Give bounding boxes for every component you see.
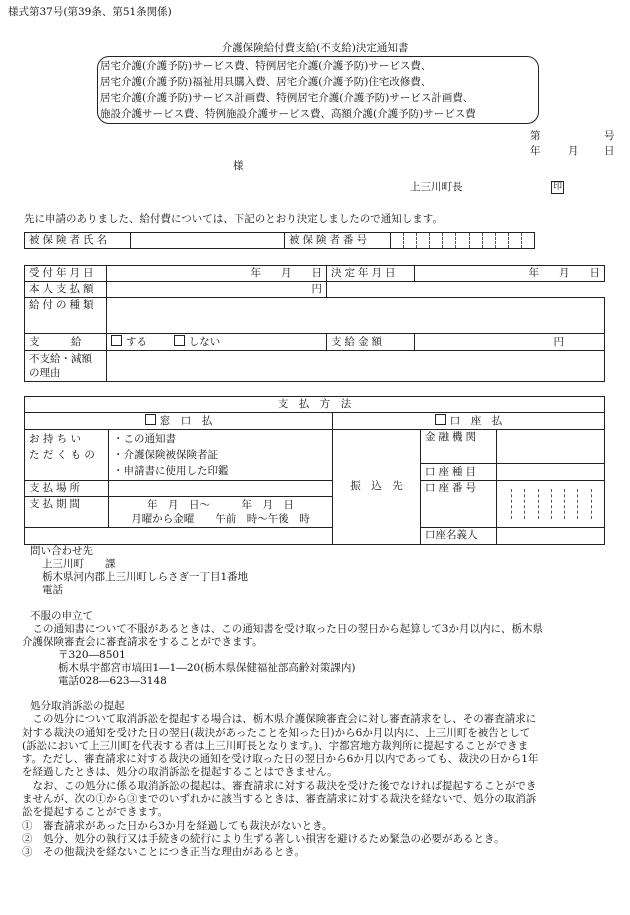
received-date-field[interactable] [107,266,327,282]
checkbox-account-pay[interactable] [435,414,446,425]
date-tsuki: 月 [568,145,579,157]
mayor-title: 上三川町長 [410,181,463,193]
lawsuit-text: ませんが、次の①から③までのいずれかに該当するときは、審査請求に対する裁決を経ないで、処分の取消訴 [22,793,537,806]
bring-label-line2: た だ く も の [29,449,95,462]
decided-hi: 日 [589,267,600,279]
self-pay-label: 本人支払額 [25,282,107,298]
subtitle-line: 居宅介護(介護予防)サービス計画費、特例居宅介護(介護予防)サービス計画費、 [100,92,474,104]
lawsuit-condition: ③ その他裁決を経ないことにつき正当な理由があるとき。 [22,846,305,859]
reason-field[interactable] [107,351,605,382]
window-pay-label: 窓 口 払 [159,415,213,428]
account-holder-field[interactable] [497,528,605,544]
decided-date-label: 決定年月日 [327,266,415,282]
amount-yen: 円 [553,335,564,348]
bring-item: ・この通知書 [113,433,176,446]
payment-decision-field [107,334,327,351]
bring-items-list [109,430,333,481]
account-pay-option [333,413,605,430]
date-nen: 年 [530,145,541,157]
subtitle-line: 居宅介護(介護予防)福祉用具購入費、居宅介護(介護予防)住宅改修費、 [100,76,432,88]
appeal-text: この通知書について不服があるときは、この通知書を受け取った日の翌日から起算して3か月以内に、栃木県 [22,623,543,635]
amount-label: 支給金額 [327,334,415,351]
lawsuit-text: 訟を提起することができます。 [22,806,169,819]
account-number-label: 口座番号 [421,481,497,528]
blank-cell [327,282,605,298]
contact-address: 栃木県河内郡上三川町しらさぎ一丁目1番地 [42,571,249,583]
option-yes-label: する [126,336,147,349]
form-number: 様式第37号(第39条、第51条関係) [8,6,172,18]
reason-label [25,351,107,382]
appeal-postcode: 〒320―8501 [58,649,126,661]
account-number-field[interactable] [497,481,605,528]
received-hi: 日 [311,267,322,279]
bring-label-line1: お 持 ち い [29,433,82,446]
insured-number-field[interactable] [391,233,535,249]
checkbox-no[interactable] [174,335,185,346]
appeal-heading: 不服の申立て [30,610,93,622]
insured-name-label: 被保険者氏名 [25,233,131,249]
bank-label: 金融機関 [421,430,497,464]
period-hours: 月曜から金曜 午前 時～午後 時 [131,513,310,526]
insured-number-label: 被保険者番号 [285,233,391,249]
appeal-text: 介護保険審査会に審査請求をすることができます。 [22,636,263,648]
contact-section [30,545,248,597]
doc-number-gou: 号 [604,130,615,142]
decision-table [24,265,605,382]
window-pay-option [25,413,333,430]
subtitle-block [100,58,534,122]
received-date-label: 受付年月日 [25,266,107,282]
received-tsuki: 月 [280,267,292,279]
subtitle-line: 居宅介護(介護予防)サービス費、特例居宅介護(介護予防)サービス費、 [100,60,432,72]
benefit-type-field[interactable] [107,298,605,334]
insured-name-field[interactable] [131,233,285,249]
intro-text: 先に申請のありました、給付費については、下記のとおり決定しましたので通知します。 [24,213,443,225]
reason-label-line1: 不支給・減額 [29,353,92,366]
bring-items-label [25,430,109,481]
appeal-phone: 電話028―623―3148 [58,675,167,687]
reason-label-line2: の理由 [29,367,61,380]
appeal-section [22,610,543,688]
bring-item: ・申請書に使用した印鑑 [113,465,229,478]
payment-decision-label: 支 給 [25,334,107,351]
payment-method-table [24,396,605,545]
lawsuit-text: す。ただし、審査請求に対する裁決の通知を受け取った日の翌日から6か月以内であっても、裁決の日から1年 [22,753,539,766]
lawsuit-text: この処分について取消訴訟を提起する場合は、栃木県介護保険審査会に対し審査請求をし、その審査請求に [22,713,537,726]
account-type-label: 口座種目 [421,464,497,481]
insured-table [24,232,535,249]
addressee-sama: 様 [233,160,244,172]
lawsuit-text: なお、この処分に係る取消訴訟の提起は、審査請求に対する裁決を受けた後でなければ提起することができ [22,779,537,792]
self-pay-field[interactable] [107,282,327,298]
seal-mark: 印 [552,182,562,192]
decided-date-field[interactable] [415,266,605,282]
account-pay-label: 口 座 払 [449,415,503,428]
lawsuit-condition: ① 審査請求があった日から3か月を経過しても裁決がないとき。 [22,819,333,832]
decided-nen: 年 [528,267,539,279]
received-nen: 年 [250,267,261,279]
account-type-field[interactable] [497,464,605,481]
checkbox-window-pay[interactable] [145,414,156,425]
amount-field[interactable] [415,334,605,351]
period-dates: 年 月 日～ 年 月 日 [147,499,294,512]
lawsuit-text: を経過したときは、処分の取消訴訟を提起することはできません。 [22,766,338,779]
transfer-destination-label: 振 込 先 [333,430,421,544]
contact-phone: 電話 [42,584,63,596]
bring-item: ・介護保険被保険者証 [113,449,218,462]
payment-place-label: 支払場所 [25,481,109,497]
account-holder-label: 口座名義人 [421,528,497,544]
date-hi: 日 [604,145,615,157]
subtitle-line: 施設介護サービス費、特例施設介護サービス費、高額介護(介護予防)サービス費 [100,108,476,120]
contact-heading: 問い合わせ先 [30,545,93,557]
lawsuit-text: 対する裁決の通知を受けた日の翌日(裁決があったことを知った日)から6か月以内に、上三川町を被告として [22,726,531,739]
payment-period-label: 支払期間 [25,497,109,528]
document-title: 介護保険給付費支給(不支給)決定通知書 [221,42,409,54]
bank-field[interactable] [497,430,605,464]
lawsuit-section [22,700,538,860]
payment-place-field[interactable] [109,481,333,497]
appeal-address: 栃木県宇都宮市塙田1―1―20(栃木県保健福祉部高齢対策課内) [58,662,356,674]
decided-tsuki: 月 [558,267,570,279]
lawsuit-heading: 処分取消訴訟の提起 [30,700,125,712]
benefit-type-label: 給付の種類 [25,298,107,334]
checkbox-yes[interactable] [111,335,122,346]
empty-row-cell [25,528,333,544]
lawsuit-text: (訴訟において上三川町を代表する者は上三川町長となります。)、宇都宮地方裁判所に提起することができま [22,739,529,752]
lawsuit-condition: ② 処分、処分の執行又は手続きの続行により生ずる著しい損害を避けるため緊急の必要があるとき。 [22,832,505,845]
payment-period-field [109,497,333,528]
payment-method-heading: 支 払 方 法 [25,397,605,413]
contact-dept: 上三川町 課 [42,558,116,570]
doc-number-dai: 第 [530,130,541,142]
option-no-label: しない [188,336,221,349]
self-pay-yen: 円 [311,283,322,296]
